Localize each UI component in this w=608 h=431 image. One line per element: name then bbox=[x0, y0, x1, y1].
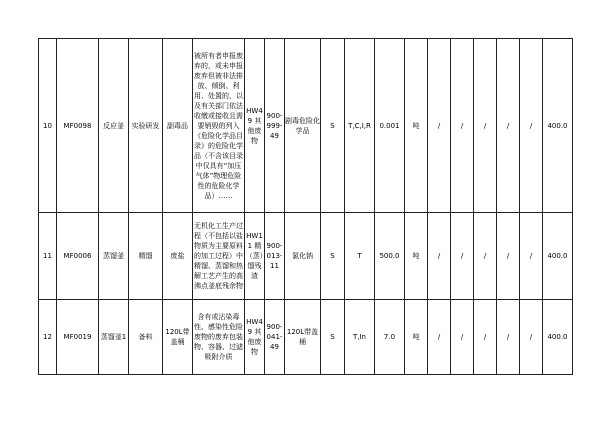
hazard-characteristic: T,C,I,R bbox=[345, 39, 375, 213]
slash-cell: / bbox=[497, 300, 520, 375]
equipment-name: 蒸馏釜1 bbox=[99, 300, 129, 375]
row-number: 12 bbox=[39, 300, 57, 375]
slash-cell: / bbox=[428, 39, 451, 213]
hazard-characteristic: T bbox=[345, 213, 375, 300]
hazardous-component: 剧毒危险化学品 bbox=[285, 39, 321, 213]
total-value: 400.0 bbox=[543, 213, 573, 300]
process-name: 实验研发 bbox=[129, 39, 163, 213]
quantity: 7.0 bbox=[375, 300, 405, 375]
hazardous-component: 氯化钠 bbox=[285, 213, 321, 300]
table-row bbox=[39, 39, 573, 213]
equipment-name: 蒸馏釜 bbox=[99, 213, 129, 300]
row-number: 11 bbox=[39, 213, 57, 300]
equipment-name: 反应釜 bbox=[99, 39, 129, 213]
slash-cell: / bbox=[474, 300, 497, 375]
waste-code: 900-041-49 bbox=[265, 300, 285, 375]
unit: 吨 bbox=[405, 39, 428, 213]
waste-code: 900-999-49 bbox=[265, 39, 285, 213]
waste-category: HW49 其他废物 bbox=[245, 300, 265, 375]
slash-cell: / bbox=[520, 300, 543, 375]
item-code: MF0006 bbox=[57, 213, 99, 300]
item-code: MF0098 bbox=[57, 39, 99, 213]
slash-cell: / bbox=[451, 39, 474, 213]
waste-type: 副毒品 bbox=[163, 39, 193, 213]
waste-code: 900-013-11 bbox=[265, 213, 285, 300]
process-name: 备料 bbox=[129, 300, 163, 375]
slash-cell: / bbox=[497, 39, 520, 213]
physical-form: S bbox=[321, 39, 345, 213]
hazard-characteristic: T,In bbox=[345, 300, 375, 375]
quantity: 500.0 bbox=[375, 213, 405, 300]
slash-cell: / bbox=[520, 39, 543, 213]
physical-form: S bbox=[321, 300, 345, 375]
waste-category: HW11 精（蒸）馏残渣 bbox=[245, 213, 265, 300]
slash-cell: / bbox=[474, 39, 497, 213]
slash-cell: / bbox=[520, 213, 543, 300]
slash-cell: / bbox=[451, 213, 474, 300]
waste-description: 含有或沾染毒性、感染性危险废物的废弃包装物、容器、过滤吸附介质 bbox=[193, 300, 245, 375]
slash-cell: / bbox=[428, 213, 451, 300]
hazardous-component: 120L带盖桶 bbox=[285, 300, 321, 375]
waste-type: 120L带盖桶 bbox=[163, 300, 193, 375]
waste-category: HW49 其他废物 bbox=[245, 39, 265, 213]
physical-form: S bbox=[321, 213, 345, 300]
item-code: MF0019 bbox=[57, 300, 99, 375]
quantity: 0.001 bbox=[375, 39, 405, 213]
row-number: 10 bbox=[39, 39, 57, 213]
waste-table bbox=[38, 38, 573, 375]
slash-cell: / bbox=[451, 300, 474, 375]
table-row bbox=[39, 213, 573, 300]
waste-description: 被所有者申报废弃的，或未申报废弃但被非法排放、倾倒、利用、处置的，以及有关部门依法收缴或接收且需要销毁的列入《危险化学品目录》的危险化学品（不含该目录中仅具有“加压气体”物理危险性的危险化学品）…… bbox=[193, 39, 245, 213]
total-value: 400.0 bbox=[543, 300, 573, 375]
waste-type: 废盐 bbox=[163, 213, 193, 300]
waste-description: 无机化工生产过程（不包括以盐物质为主要原料的加工过程）中精馏、蒸馏和热解工艺产生的高沸点釜底残余物 bbox=[193, 213, 245, 300]
total-value: 400.0 bbox=[543, 39, 573, 213]
process-name: 精馏 bbox=[129, 213, 163, 300]
unit: 吨 bbox=[405, 213, 428, 300]
table-row bbox=[39, 300, 573, 375]
unit: 吨 bbox=[405, 300, 428, 375]
slash-cell: / bbox=[428, 300, 451, 375]
slash-cell: / bbox=[497, 213, 520, 300]
slash-cell: / bbox=[474, 213, 497, 300]
